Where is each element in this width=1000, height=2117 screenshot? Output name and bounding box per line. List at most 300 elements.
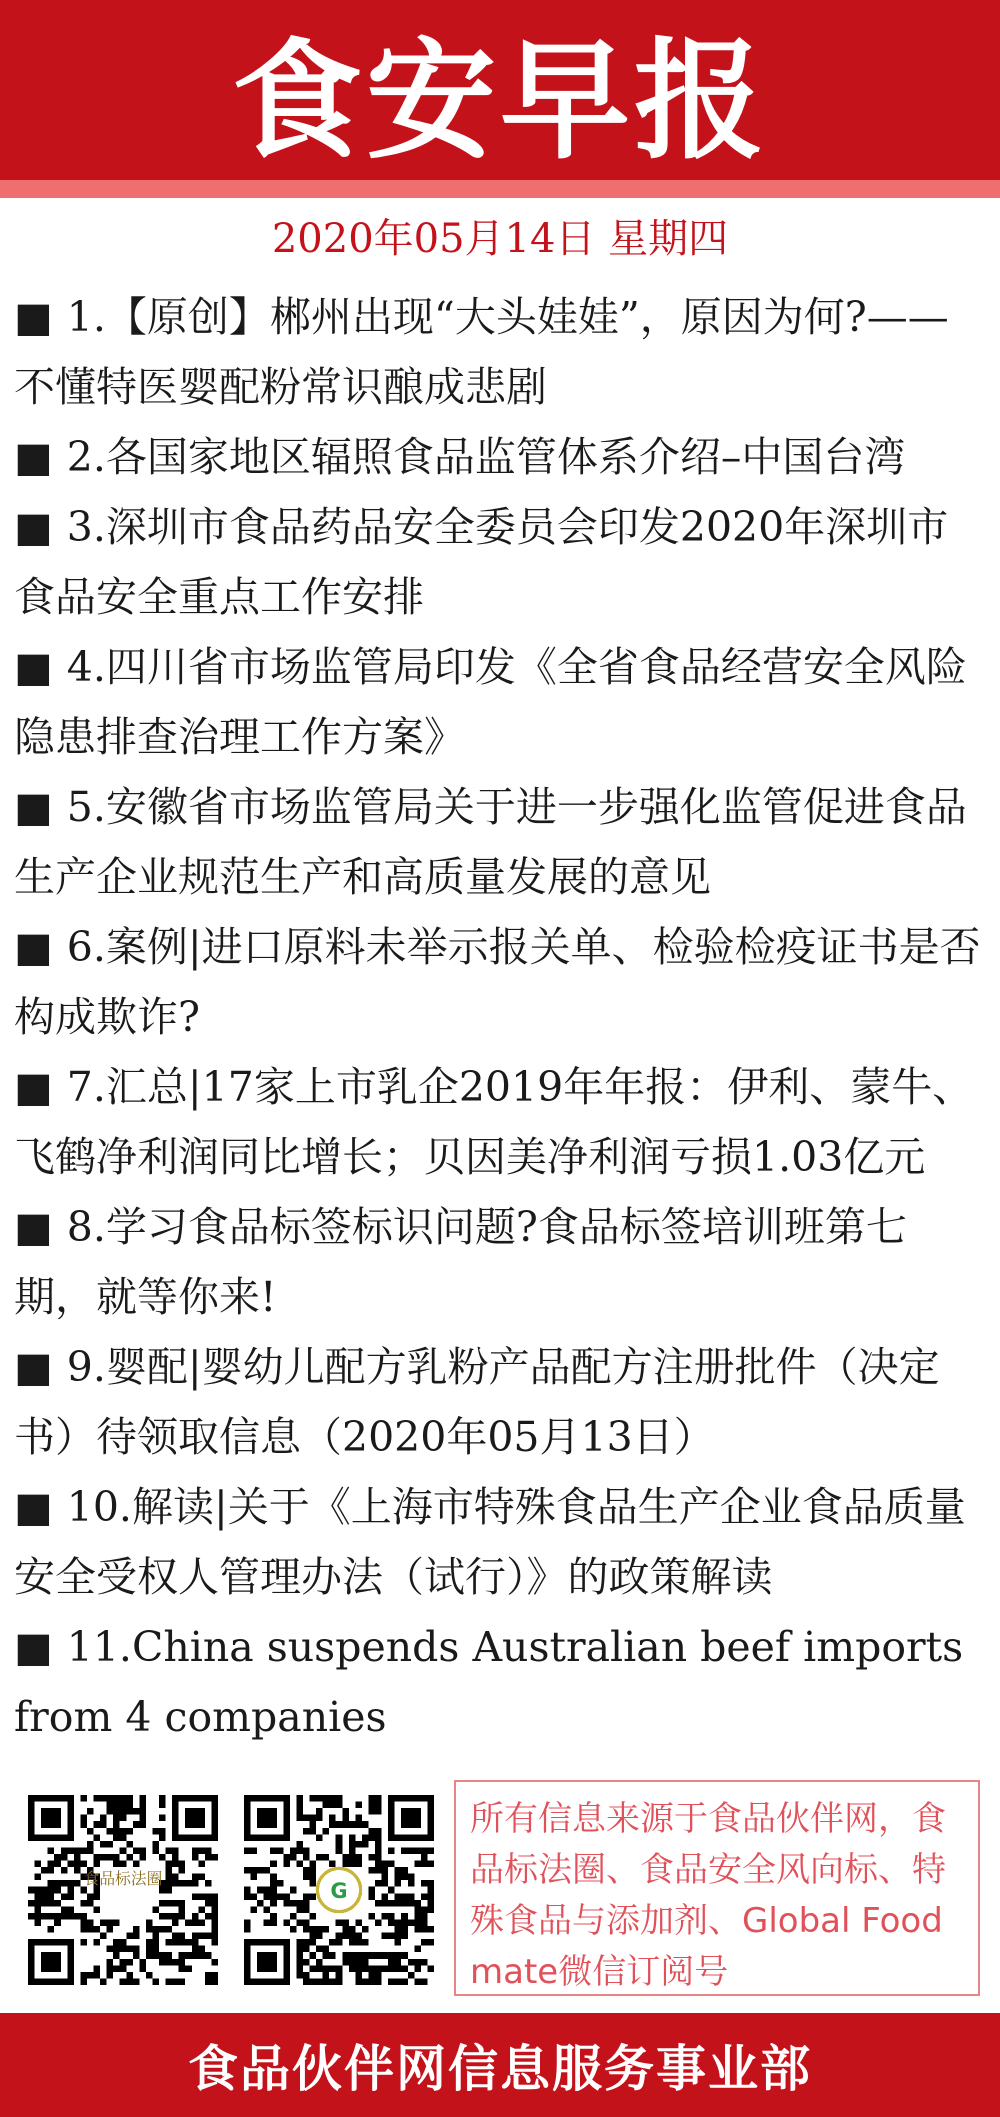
qr-module	[323, 1802, 330, 1809]
qr-module	[94, 1861, 101, 1868]
qr-module	[414, 1847, 421, 1854]
qr-module	[270, 1880, 277, 1887]
qr-module	[126, 1795, 133, 1802]
qr-module	[310, 1815, 317, 1822]
qr-module	[342, 1959, 349, 1966]
qr-module	[159, 1795, 166, 1802]
qr-module	[264, 1919, 271, 1926]
qr-module	[244, 1919, 251, 1926]
qr-module	[205, 1880, 212, 1887]
qr-module	[120, 1808, 127, 1815]
qr-module	[205, 1952, 212, 1959]
qr-module	[94, 1893, 101, 1900]
qr-module	[100, 1815, 107, 1822]
qr-module	[61, 1867, 68, 1874]
qr-module	[303, 1978, 310, 1985]
qr-module	[126, 1946, 133, 1953]
qr-module	[120, 1795, 127, 1802]
qr-module	[185, 1952, 192, 1959]
qr-module	[74, 1913, 81, 1920]
qr-module	[35, 1874, 42, 1881]
qr-module	[382, 1874, 389, 1881]
qr-module	[152, 1847, 159, 1854]
qr-module	[113, 1808, 120, 1815]
qr-module	[139, 1821, 146, 1828]
qr-module	[395, 1939, 402, 1946]
qr-module	[303, 1926, 310, 1933]
qr-module	[133, 1926, 140, 1933]
qr-module	[120, 1815, 127, 1822]
qr-module	[310, 1795, 317, 1802]
qr-module	[355, 1952, 362, 1959]
qr-module	[329, 1939, 336, 1946]
qr-module	[414, 1906, 421, 1913]
qr-module	[80, 1913, 87, 1920]
bullet-square-icon: ■	[14, 1203, 53, 1251]
qr-module	[310, 1821, 317, 1828]
qr-module	[48, 1893, 55, 1900]
qr-module	[362, 1939, 369, 1946]
qr-module	[349, 1821, 356, 1828]
qr-module	[414, 1913, 421, 1920]
qr-module	[316, 1854, 323, 1861]
qr-module	[198, 1919, 205, 1926]
qr-module	[48, 1900, 55, 1907]
qr-module	[401, 1874, 408, 1881]
qr-module	[192, 1946, 199, 1953]
qr-module	[74, 1854, 81, 1861]
qr-module	[375, 1795, 382, 1802]
qr-module	[205, 1913, 212, 1920]
qr-module	[427, 1880, 434, 1887]
qr-module	[172, 1959, 179, 1966]
qr-module	[74, 1880, 81, 1887]
qr-module	[316, 1815, 323, 1822]
qr-module	[303, 1906, 310, 1913]
qr-module	[192, 1933, 199, 1940]
qr-module	[427, 1939, 434, 1946]
news-item[interactable]	[14, 1192, 986, 1332]
qr-code-icon	[244, 1795, 434, 1985]
qr-module	[362, 1952, 369, 1959]
qr-module	[296, 1900, 303, 1907]
qr-module	[251, 1874, 258, 1881]
qr-module	[395, 1933, 402, 1940]
qr-module	[179, 1959, 186, 1966]
qr-module	[126, 1808, 133, 1815]
qr-module	[166, 1874, 173, 1881]
qr-module	[159, 1802, 166, 1809]
qr-module	[270, 1874, 277, 1881]
qr-module	[28, 1900, 35, 1907]
header-stripe	[0, 180, 1000, 198]
qr-module	[198, 1893, 205, 1900]
qr-module	[172, 1854, 179, 1861]
qr-module	[107, 1828, 114, 1835]
qr-module	[107, 1919, 114, 1926]
qr-module	[159, 1900, 166, 1907]
qr-module	[421, 1959, 428, 1966]
qr-finder-pattern	[41, 1808, 61, 1828]
qr-module	[159, 1959, 166, 1966]
qr-module	[198, 1946, 205, 1953]
qr-module	[198, 1933, 205, 1940]
qr-module	[87, 1847, 94, 1854]
qr-module	[61, 1880, 68, 1887]
qr-module	[290, 1900, 297, 1907]
qr-module	[80, 1939, 87, 1946]
qr-module	[61, 1913, 68, 1920]
qr-module	[395, 1874, 402, 1881]
qr-module	[323, 1795, 330, 1802]
qr-module	[113, 1861, 120, 1868]
qr-module	[159, 1828, 166, 1835]
qr-module	[375, 1880, 382, 1887]
qr-module	[120, 1802, 127, 1809]
bullet-square-icon: ■	[14, 293, 53, 341]
qr-module	[310, 1867, 317, 1874]
qr-module	[382, 1893, 389, 1900]
qr-module	[421, 1939, 428, 1946]
qr-module	[152, 1926, 159, 1933]
qr-module	[87, 1972, 94, 1979]
qr-module	[427, 1887, 434, 1894]
qr-module	[146, 1939, 153, 1946]
qr-module	[296, 1802, 303, 1809]
qr-module	[427, 1965, 434, 1972]
qr-module	[80, 1900, 87, 1907]
news-item[interactable]	[14, 1612, 986, 1752]
qr-module	[296, 1965, 303, 1972]
qr-module	[172, 1919, 179, 1926]
qr-module	[323, 1946, 330, 1953]
qr-module	[152, 1939, 159, 1946]
qr-module	[133, 1861, 140, 1868]
qr-module	[133, 1952, 140, 1959]
qr-module	[211, 1933, 218, 1940]
qr-module	[382, 1861, 389, 1868]
qr-module	[166, 1880, 173, 1887]
qr-module	[198, 1861, 205, 1868]
news-item-text: 5.安徽省市场监管局关于进一步强化监管促进食品生产企业规范生产和高质量发展的意见	[14, 783, 967, 901]
qr-module	[126, 1959, 133, 1966]
qr-module	[296, 1959, 303, 1966]
qr-module	[329, 1821, 336, 1828]
qr-module	[401, 1913, 408, 1920]
qr-module	[179, 1900, 186, 1907]
qr-module	[375, 1952, 382, 1959]
qr-module	[67, 1913, 74, 1920]
qr-module	[421, 1847, 428, 1854]
qr-module	[355, 1959, 362, 1966]
qr-module	[310, 1861, 317, 1868]
qr-module	[427, 1906, 434, 1913]
qr-module	[362, 1834, 369, 1841]
qr-module	[41, 1867, 48, 1874]
qr-module	[395, 1900, 402, 1907]
qr-module	[290, 1926, 297, 1933]
qr-module	[179, 1965, 186, 1972]
qr-module	[48, 1880, 55, 1887]
qr-module	[368, 1952, 375, 1959]
qr-module	[395, 1893, 402, 1900]
qr-module	[179, 1933, 186, 1940]
qr-module	[94, 1795, 101, 1802]
qr-module	[296, 1972, 303, 1979]
qr-module	[179, 1861, 186, 1868]
qr-module	[146, 1946, 153, 1953]
news-item[interactable]	[14, 772, 986, 912]
qr-module	[270, 1861, 277, 1868]
qr-module	[283, 1861, 290, 1868]
qr-module	[421, 1893, 428, 1900]
news-item-text: 9.婴配|婴幼儿配方乳粉产品配方注册批件（决定书）待领取信息（2020年05月13日）	[14, 1343, 940, 1461]
qr-module	[67, 1906, 74, 1913]
qr-module	[296, 1939, 303, 1946]
qr-module	[113, 1965, 120, 1972]
qr-module	[401, 1926, 408, 1933]
qr-module	[296, 1861, 303, 1868]
qr-module	[126, 1972, 133, 1979]
qr-module	[329, 1952, 336, 1959]
footer-info-area	[0, 1780, 1000, 2010]
qr-module	[310, 1965, 317, 1972]
qr-module	[414, 1900, 421, 1907]
qr-module	[349, 1952, 356, 1959]
qr-module	[336, 1919, 343, 1926]
qr-module	[166, 1926, 173, 1933]
qr-module	[336, 1821, 343, 1828]
qr-module	[120, 1861, 127, 1868]
qr-module	[35, 1919, 42, 1926]
qr-module	[205, 1854, 212, 1861]
qr-module	[67, 1880, 74, 1887]
qr-module	[48, 1887, 55, 1894]
qr-module	[41, 1893, 48, 1900]
qr-module	[159, 1854, 166, 1861]
qr-module	[362, 1926, 369, 1933]
footer-banner: 食品伙伴网信息服务事业部	[0, 2013, 1000, 2117]
qr-module	[133, 1946, 140, 1953]
qr-module	[61, 1893, 68, 1900]
qr-module	[375, 1834, 382, 1841]
qr-module	[211, 1893, 218, 1900]
qr-module	[80, 1795, 87, 1802]
qr-module	[427, 1900, 434, 1907]
qr-module	[375, 1867, 382, 1874]
qr-module	[185, 1919, 192, 1926]
qr-module	[375, 1972, 382, 1979]
qr-module	[185, 1880, 192, 1887]
qr-module	[310, 1913, 317, 1920]
qr-module	[329, 1861, 336, 1868]
qr-module	[349, 1847, 356, 1854]
qr-module	[48, 1847, 55, 1854]
qr-module	[166, 1861, 173, 1868]
qr-module	[35, 1913, 42, 1920]
qr-module	[87, 1828, 94, 1835]
qr-module	[388, 1913, 395, 1920]
qr-module	[408, 1919, 415, 1926]
qr-code-graphic	[244, 1795, 434, 1985]
qr-module	[166, 1867, 173, 1874]
qr-module	[139, 1808, 146, 1815]
qr-module	[211, 1926, 218, 1933]
bullet-square-icon: ■	[14, 783, 53, 831]
news-item[interactable]	[14, 632, 986, 772]
qr-module	[94, 1854, 101, 1861]
qr-module	[100, 1841, 107, 1848]
qr-module	[133, 1978, 140, 1985]
qr-module	[211, 1939, 218, 1946]
bullet-square-icon: ■	[14, 503, 53, 551]
qr-module	[336, 1802, 343, 1809]
news-item[interactable]	[14, 1052, 986, 1192]
page-title: 食安早报	[231, 24, 768, 177]
qr-module	[61, 1854, 68, 1861]
qr-module	[48, 1867, 55, 1874]
qr-module	[414, 1965, 421, 1972]
qr-module	[303, 1874, 310, 1881]
qr-module	[244, 1847, 251, 1854]
news-item-text: 4.四川省市场监管局印发《全省食品经营安全风险隐患排查治理工作方案》	[14, 643, 967, 761]
qr-module	[146, 1952, 153, 1959]
news-item[interactable]	[14, 282, 986, 422]
qr-module	[408, 1847, 415, 1854]
qr-module	[316, 1978, 323, 1985]
qr-module	[159, 1815, 166, 1822]
qr-module	[336, 1939, 343, 1946]
qr-module	[61, 1847, 68, 1854]
qr-module	[342, 1808, 349, 1815]
qr-module	[349, 1841, 356, 1848]
qr-module	[172, 1900, 179, 1907]
qr-module	[120, 1965, 127, 1972]
qr-module	[368, 1808, 375, 1815]
qr-module	[368, 1887, 375, 1894]
qr-module	[67, 1847, 74, 1854]
qr-module	[113, 1834, 120, 1841]
qr-module	[211, 1978, 218, 1985]
qr-module	[185, 1939, 192, 1946]
qr-module	[388, 1887, 395, 1894]
qr-module	[375, 1847, 382, 1854]
qr-module	[427, 1893, 434, 1900]
qr-module	[342, 1952, 349, 1959]
qr-module	[100, 1795, 107, 1802]
qr-module	[414, 1861, 421, 1868]
qr-module	[316, 1933, 323, 1940]
qr-module	[87, 1893, 94, 1900]
qr-module	[355, 1861, 362, 1868]
qr-module	[172, 1874, 179, 1881]
qr-module	[205, 1847, 212, 1854]
qr-module	[349, 1965, 356, 1972]
qr-module	[310, 1939, 317, 1946]
qr-module	[421, 1861, 428, 1868]
qr-module	[185, 1965, 192, 1972]
qr-module	[270, 1900, 277, 1907]
qr-module	[368, 1828, 375, 1835]
qr-module	[172, 1880, 179, 1887]
qr-module	[120, 1959, 127, 1966]
qr-module	[329, 1802, 336, 1809]
qr-finder-pattern	[185, 1808, 205, 1828]
qr-module	[139, 1847, 146, 1854]
qr-module	[80, 1847, 87, 1854]
news-item[interactable]	[14, 1332, 986, 1472]
bullet-square-icon: ■	[14, 643, 53, 691]
news-item[interactable]	[14, 1472, 986, 1612]
news-item[interactable]	[14, 422, 986, 492]
qr-module	[427, 1926, 434, 1933]
qr-module	[414, 1978, 421, 1985]
qr-module	[382, 1900, 389, 1907]
qr-module	[107, 1959, 114, 1966]
qr-module	[427, 1847, 434, 1854]
qr-finder-pattern	[401, 1808, 421, 1828]
qr-module	[126, 1854, 133, 1861]
qr-module	[80, 1821, 87, 1828]
qr-module	[316, 1808, 323, 1815]
bullet-square-icon: ■	[14, 1063, 53, 1111]
qr-module	[264, 1867, 271, 1874]
qr-module	[316, 1946, 323, 1953]
qr-module	[296, 1952, 303, 1959]
qr-module	[80, 1926, 87, 1933]
qr-module	[126, 1828, 133, 1835]
qr-module	[80, 1978, 87, 1985]
qr-module	[316, 1834, 323, 1841]
qr-module	[401, 1965, 408, 1972]
qr-module	[375, 1854, 382, 1861]
qr-module	[172, 1933, 179, 1940]
qr-module	[205, 1893, 212, 1900]
qr-module	[192, 1880, 199, 1887]
qr-module	[375, 1802, 382, 1809]
qr-module	[303, 1946, 310, 1953]
qr-module	[107, 1926, 114, 1933]
qr-module	[198, 1847, 205, 1854]
qr-module	[408, 1900, 415, 1907]
qr-module	[113, 1828, 120, 1835]
qr-module	[323, 1926, 330, 1933]
qr-module	[310, 1874, 317, 1881]
qr-module	[126, 1978, 133, 1985]
qr-module	[152, 1978, 159, 1985]
qr-module	[310, 1978, 317, 1985]
qr-module	[296, 1841, 303, 1848]
qr-module	[28, 1887, 35, 1894]
qr-module	[107, 1972, 114, 1979]
news-item-text: 6.案例|进口原料未举示报关单、检验检疫证书是否构成欺诈?	[14, 923, 981, 1041]
qr-module	[421, 1913, 428, 1920]
qr-module	[179, 1978, 186, 1985]
qr-module	[329, 1965, 336, 1972]
qr-module	[336, 1933, 343, 1940]
qr-module	[336, 1978, 343, 1985]
news-item[interactable]	[14, 912, 986, 1052]
qr-module	[80, 1972, 87, 1979]
qr-module	[368, 1802, 375, 1809]
qr-module	[316, 1959, 323, 1966]
qr-module	[41, 1913, 48, 1920]
qr-module	[329, 1795, 336, 1802]
qr-module	[113, 1919, 120, 1926]
qr-module	[133, 1847, 140, 1854]
qr-module	[120, 1946, 127, 1953]
news-item[interactable]	[14, 492, 986, 632]
